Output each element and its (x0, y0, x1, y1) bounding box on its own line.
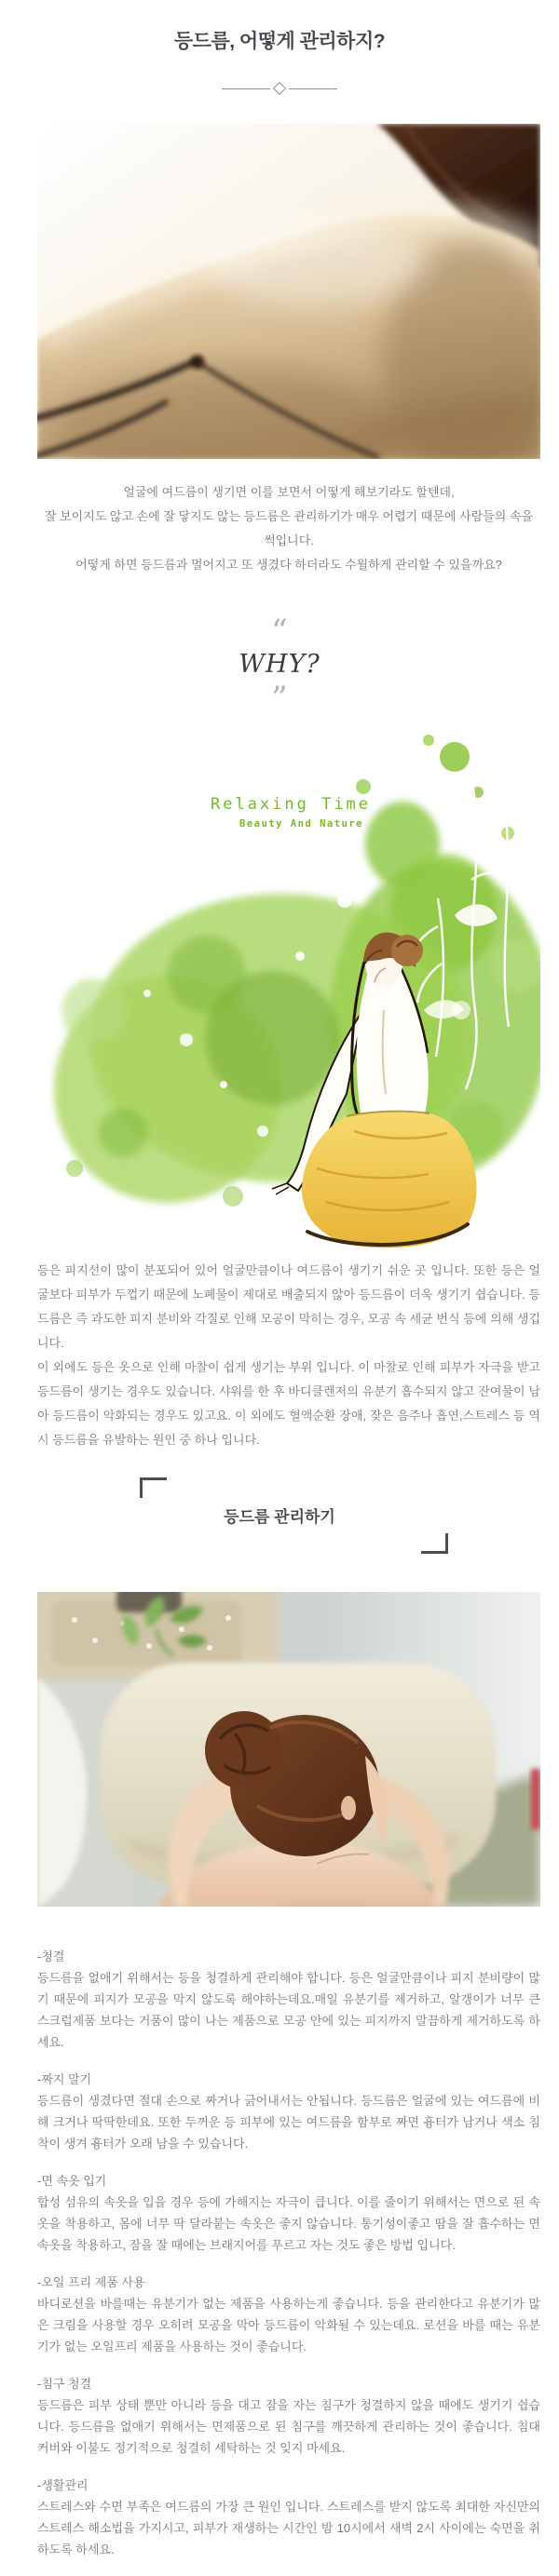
photo-massage (37, 1592, 540, 1907)
photo-massage-graphic (37, 1592, 540, 1907)
care-heading: -침구 청결 (37, 2377, 92, 2391)
care-section (37, 2373, 540, 2459)
photo-back-graphic (37, 124, 540, 459)
intro-line: 어떻게 하면 등드름과 멀어지고 또 생겼다 하더라도 수월하게 관리할 수 있을까요? (75, 558, 502, 572)
care-heading: -면 속옷 입기 (37, 2174, 107, 2188)
care-heading: -생활관리 (37, 2478, 89, 2492)
causes-paragraph: 등은 피지선이 많이 분포되어 있어 얼굴만큼이나 여드름이 생기기 쉬운 곳 입니다. 또한 등은 얼굴보다 피부가 두껍기 때문에 노폐물이 제대로 배출되지 않아 등드름이 더욱 생기기 쉽습니다. 등드름은 즉 과도한 피지 분비와 각질로 인해 모공이 막히는 경우, 모공 속 세균 번식 등에 의해 생깁니다. (37, 1263, 540, 1350)
care-section (37, 1946, 540, 2053)
divider-line-left (222, 88, 270, 89)
care-heading: -오일 프리 제품 사용 (37, 2275, 145, 2289)
causes-paragraph-block (37, 1259, 540, 1452)
photo-back (37, 124, 540, 459)
illustration-title: Relaxing Time (210, 795, 372, 814)
care-section (37, 2272, 540, 2357)
intro-line: 잘 보이지도 않고 손에 잘 닿지도 않는 등드름은 관리하기가 매우 어렵기 때문에 사람들의 속을 썩입니다. (44, 509, 534, 547)
care-heading: -짜지 말기 (37, 2072, 92, 2086)
relaxing-illustration-graphic (37, 731, 540, 1252)
intro-paragraph (37, 480, 540, 577)
illustration-subtitle: Beauty And Nature (239, 818, 363, 829)
care-body: 스트레스와 수면 부족은 여드름의 가장 큰 원인 입니다. 스트레스를 받지 않도록 최대한 자신만의 스트레스 해소법을 가지시고, 피부가 재생하는 시간인 밤 10시에서 새벽 2시 사이에는 숙면을 취하도록 하세요. (37, 2500, 540, 2556)
corner-bracket-bottom-right-icon (421, 1533, 448, 1554)
intro-line: 얼굴에 여드름이 생기면 이를 보면서 어떻게 해보기라도 할텐데, (123, 485, 455, 499)
care-body: 등드름을 없애기 위해서는 등을 청결하게 관리해야 합니다. 등은 얼굴만큼이나 피지 분비량이 많기 때문에 피지가 모공을 막지 않도록 해야하는데요.매일 유분기를 제거하고, 알갱이가 너무 큰 스크럽제품 보다는 거품이 많이 나는 제품으로 모공 안에 있는 피지까지 말끔하게 제거하도록 하세요. (37, 1971, 540, 2049)
care-section (37, 2475, 540, 2560)
care-section-title: 등드름 관리하기 (224, 1508, 335, 1526)
care-body: 등드름은 피부 상태 뿐만 아니라 등을 대고 잠을 자는 침구가 청결하지 않을 때에도 생기기 쉽습니다. 등드름을 없애기 위해서는 면제품으로 된 침구를 깨끗하게 관리하는 것이 좋습니다. 침대 커버와 이불도 정기적으로 청결히 세탁하는 것 잊지 마세요. (37, 2398, 540, 2455)
care-section (37, 2170, 540, 2256)
care-section-header (0, 1476, 559, 1564)
page-title: 등드름, 어떻게 관리하지? (173, 31, 386, 52)
divider-diamond-icon (273, 82, 286, 95)
title-divider (0, 84, 559, 93)
care-heading: -청결 (37, 1949, 65, 1963)
care-sections (37, 1946, 540, 2576)
causes-paragraph: 이 외에도 등은 옷으로 인해 마찰이 쉽게 생기는 부위 입니다. 이 마찰로 인해 피부가 자극을 받고 등드름이 생기는 경우도 있습니다. 샤워를 한 후 바디클렌저의 유분기 흡수되지 않고 잔여물이 남아 등드름이 악화되는 경우도 있고요. 이 외에도 혈액순환 장애, 잦은 음주나 흡연,스트레스 등 역시 등드름을 유발하는 원인 중 하나 입니다. (37, 1360, 540, 1447)
quote-close-mark: ” (271, 680, 288, 717)
care-body: 합성 섬유의 속옷을 입을 경우 등에 가해지는 자극이 큽니다. 이를 줄이기 위해서는 면으로 된 속옷을 착용하고, 몸에 너무 딱 달라붙는 속옷은 좋지 않습니다. 통기성이좋고 땀을 잘 흡수하는 면 속옷을 착용하고, 잠을 잘 때에는 브래지어를 푸르고 자는 것도 좋은 방법 입니다. (37, 2195, 540, 2252)
care-body: 등드름이 생겼다면 절대 손으로 짜거나 긁어내서는 안됩니다. 등드름은 얼굴에 있는 여드름에 비해 크거나 딱딱한데요. 또한 두꺼운 등 피부에 있는 여드름을 함부로 짜면 흉터가 남거나 색소 침착이 생겨 흉터가 오래 남을 수 있습니다. (37, 2094, 540, 2151)
relaxing-illustration (37, 731, 540, 1252)
care-section (37, 2069, 540, 2154)
care-body: 바디로션을 바를때는 유분기가 없는 제품을 사용하는게 좋습니다. 등을 관리한다고 유분기가 많은 크림을 사용할 경우 오히려 모공을 막아 등드름이 악화될 수 있는데요. 로션을 바를 때는 유분기가 없는 오일프리 제품을 사용하는 것이 좋습니다. (37, 2297, 540, 2353)
why-label: WHY? (239, 650, 320, 679)
quote-open-mark: “ (271, 613, 288, 650)
corner-bracket-top-left-icon (140, 1477, 167, 1498)
divider-line-right (289, 88, 337, 89)
